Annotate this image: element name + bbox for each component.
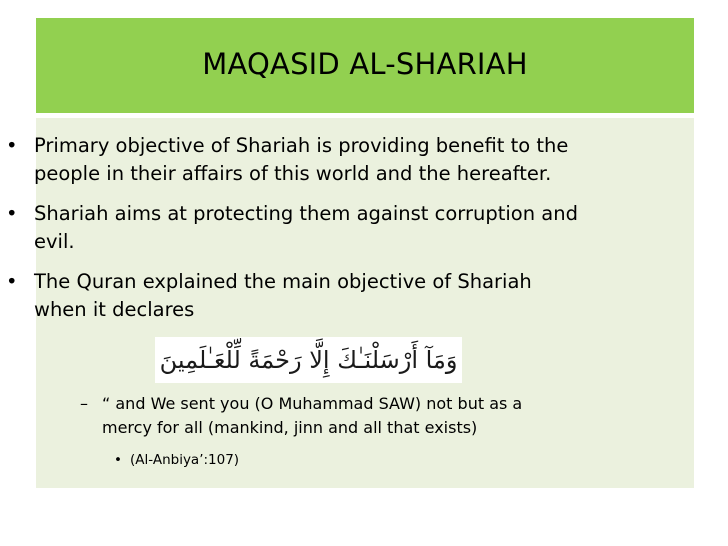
sub-bullet-line: mercy for all (mankind, jinn and all that exists) — [102, 418, 478, 437]
bullet-line: people in their affairs of this world and the hereafter. — [34, 162, 552, 185]
bullet-text — [34, 132, 654, 188]
title-bar — [36, 18, 694, 113]
bullet-line: Primary objective of Shariah is providing benefit to the — [34, 134, 569, 157]
sub-bullet-line: “ and We sent you (O Muhammad SAW) not but as a — [102, 394, 523, 413]
bullet-line: The Quran explained the main objective of Shariah — [34, 270, 532, 293]
slide-title: MAQASID AL-SHARIAH — [202, 46, 528, 81]
bullet-line: evil. — [34, 230, 75, 253]
sub-bullet-text — [102, 392, 682, 440]
sub-bullet-marker: – — [80, 394, 88, 413]
sub-sub-bullet-marker: • — [114, 452, 122, 468]
bullet-line: when it declares — [34, 298, 195, 321]
verse-reference: (Al-Anbiya’:107) — [130, 452, 240, 468]
bullet-text — [34, 268, 654, 324]
bullet-marker: • — [6, 202, 18, 225]
bullet-marker: • — [6, 134, 18, 157]
bullet-text — [34, 200, 654, 256]
bullet-marker: • — [6, 270, 18, 293]
bullet-line: Shariah aims at protecting them against corruption and — [34, 202, 578, 225]
arabic-verse-image: وَمَآ أَرْسَلْنَـٰكَ إِلَّا رَحْمَةً لِّلْعَـٰلَمِينَ — [155, 337, 462, 383]
